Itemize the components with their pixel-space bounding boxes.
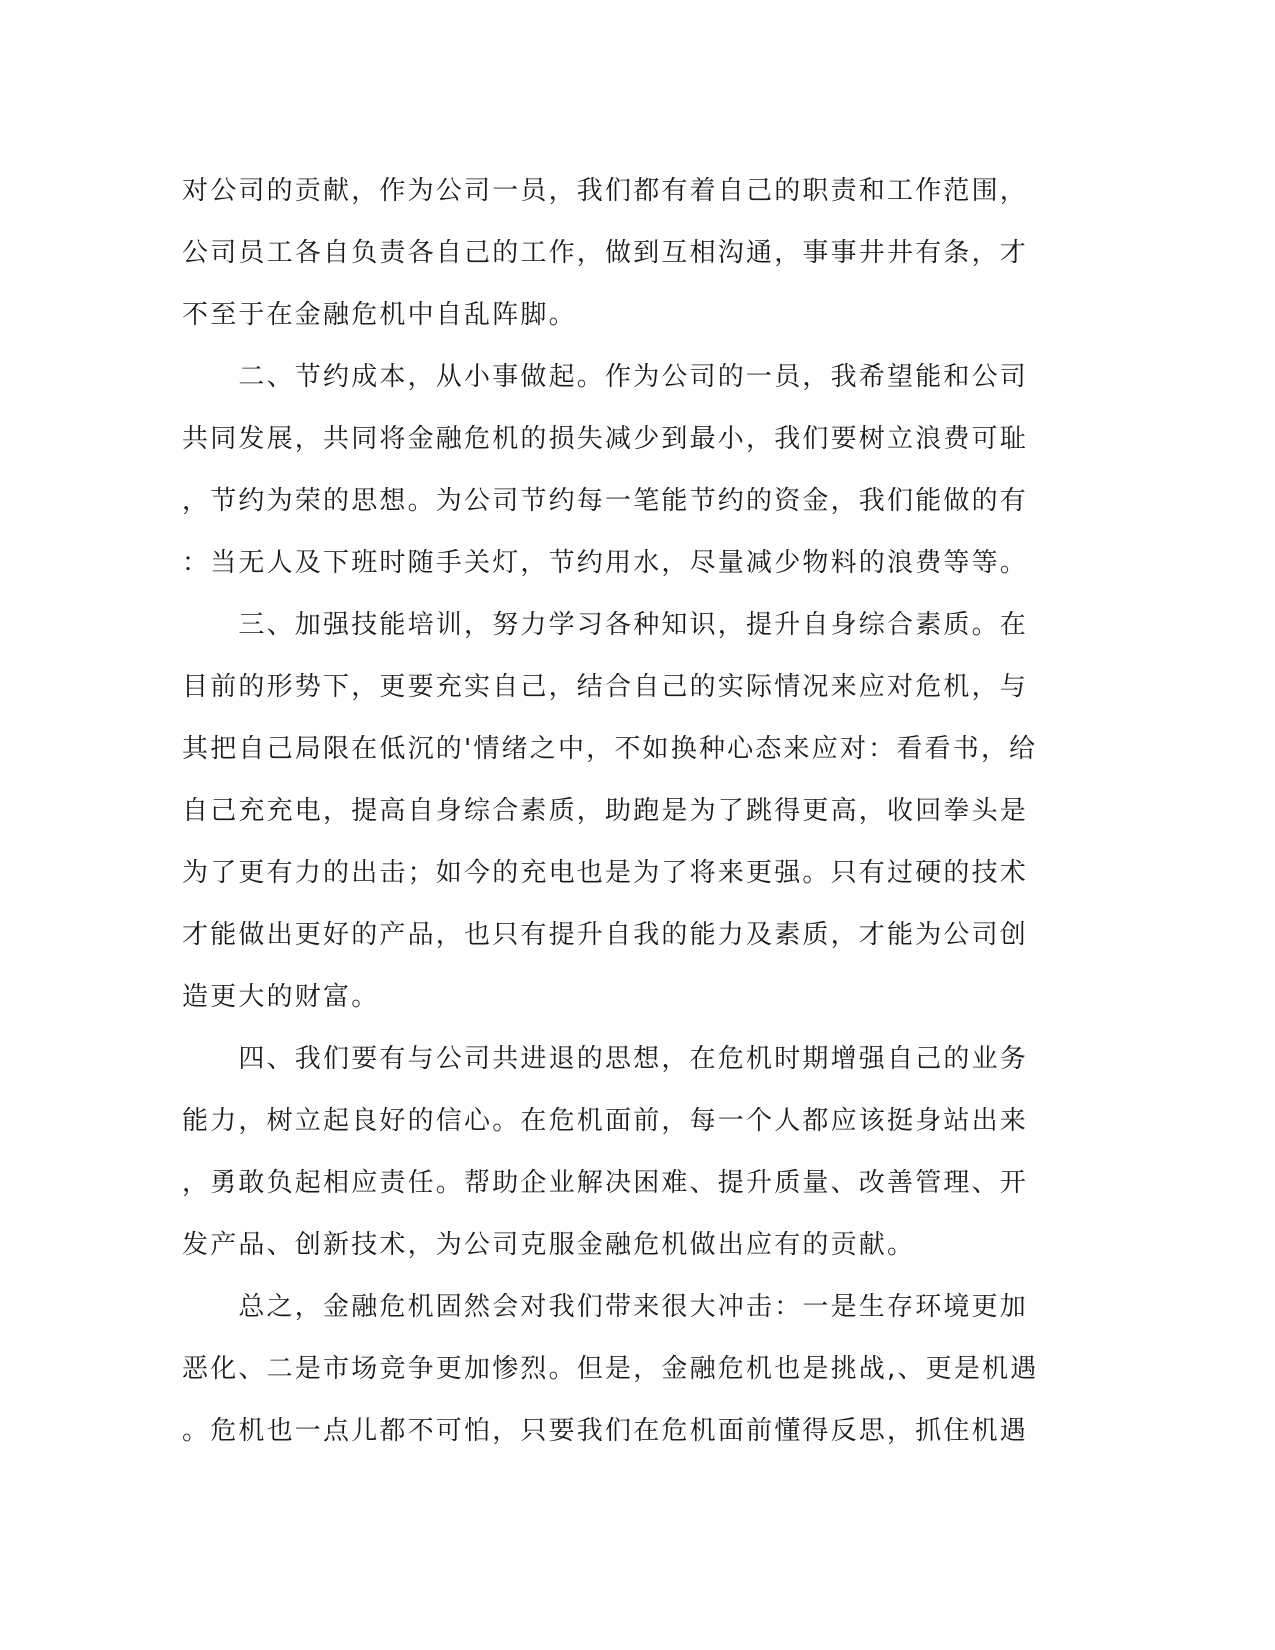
text-line: 共同发展，共同将金融危机的损失减少到最小，我们要树立浪费可耻: [182, 424, 1029, 454]
text-line: 。危机也一点儿都不可怕，只要我们在危机面前懂得反思，抓住机遇: [182, 1416, 1029, 1446]
text-line: ：当无人及下班时随手关灯，节约用水，尽量减少物料的浪费等等。: [182, 548, 1029, 578]
text-line: 造更大的财富。: [182, 982, 380, 1012]
text-line: 三、加强技能培训，努力学习各种知识，提升自身综合素质。在: [182, 610, 1029, 640]
text-line: 发产品、创新技术，为公司克服金融危机做出应有的贡献。: [182, 1230, 916, 1260]
text-line: ，节约为荣的思想。为公司节约每一笔能节约的资金，我们能做的有: [182, 486, 1029, 516]
text-line: 二、节约成本，从小事做起。作为公司的一员，我希望能和公司: [182, 362, 1029, 392]
text-line: 自己充充电，提高自身综合素质，助跑是为了跳得更高，收回拳头是: [182, 796, 1029, 826]
text-line: 为了更有力的出击；如今的充电也是为了将来更强。只有过硬的技术: [182, 858, 1029, 888]
text-line: 对公司的贡献，作为公司一员，我们都有着自己的职责和工作范围，: [182, 176, 1029, 206]
text-line: 恶化、二是市场竞争更加惨烈。但是，金融危机也是挑战,、更是机遇: [182, 1354, 1039, 1384]
text-line: 能力，树立起良好的信心。在危机面前，每一个人都应该挺身站出来: [182, 1106, 1029, 1136]
text-line: 总之，金融危机固然会对我们带来很大冲击：一是生存环境更加: [182, 1292, 1029, 1322]
text-line: 目前的形势下，更要充实自己，结合自己的实际情况来应对危机，与: [182, 672, 1029, 702]
text-line: ，勇敢负起相应责任。帮助企业解决困难、提升质量、改善管理、开: [182, 1168, 1029, 1198]
text-line: 其把自己局限在低沉的'情绪之中，不如换种心态来应对：看看书，给: [182, 734, 1038, 764]
text-line: 不至于在金融危机中自乱阵脚。: [182, 300, 577, 330]
body-text: [182, 160, 1042, 1462]
text-line: 公司员工各自负责各自己的工作，做到互相沟通，事事井井有条，才: [182, 238, 1029, 268]
text-line: 四、我们要有与公司共进退的思想，在危机时期增强自己的业务: [182, 1044, 1029, 1074]
text-line: 才能做出更好的产品，也只有提升自我的能力及素质，才能为公司创: [182, 920, 1029, 950]
